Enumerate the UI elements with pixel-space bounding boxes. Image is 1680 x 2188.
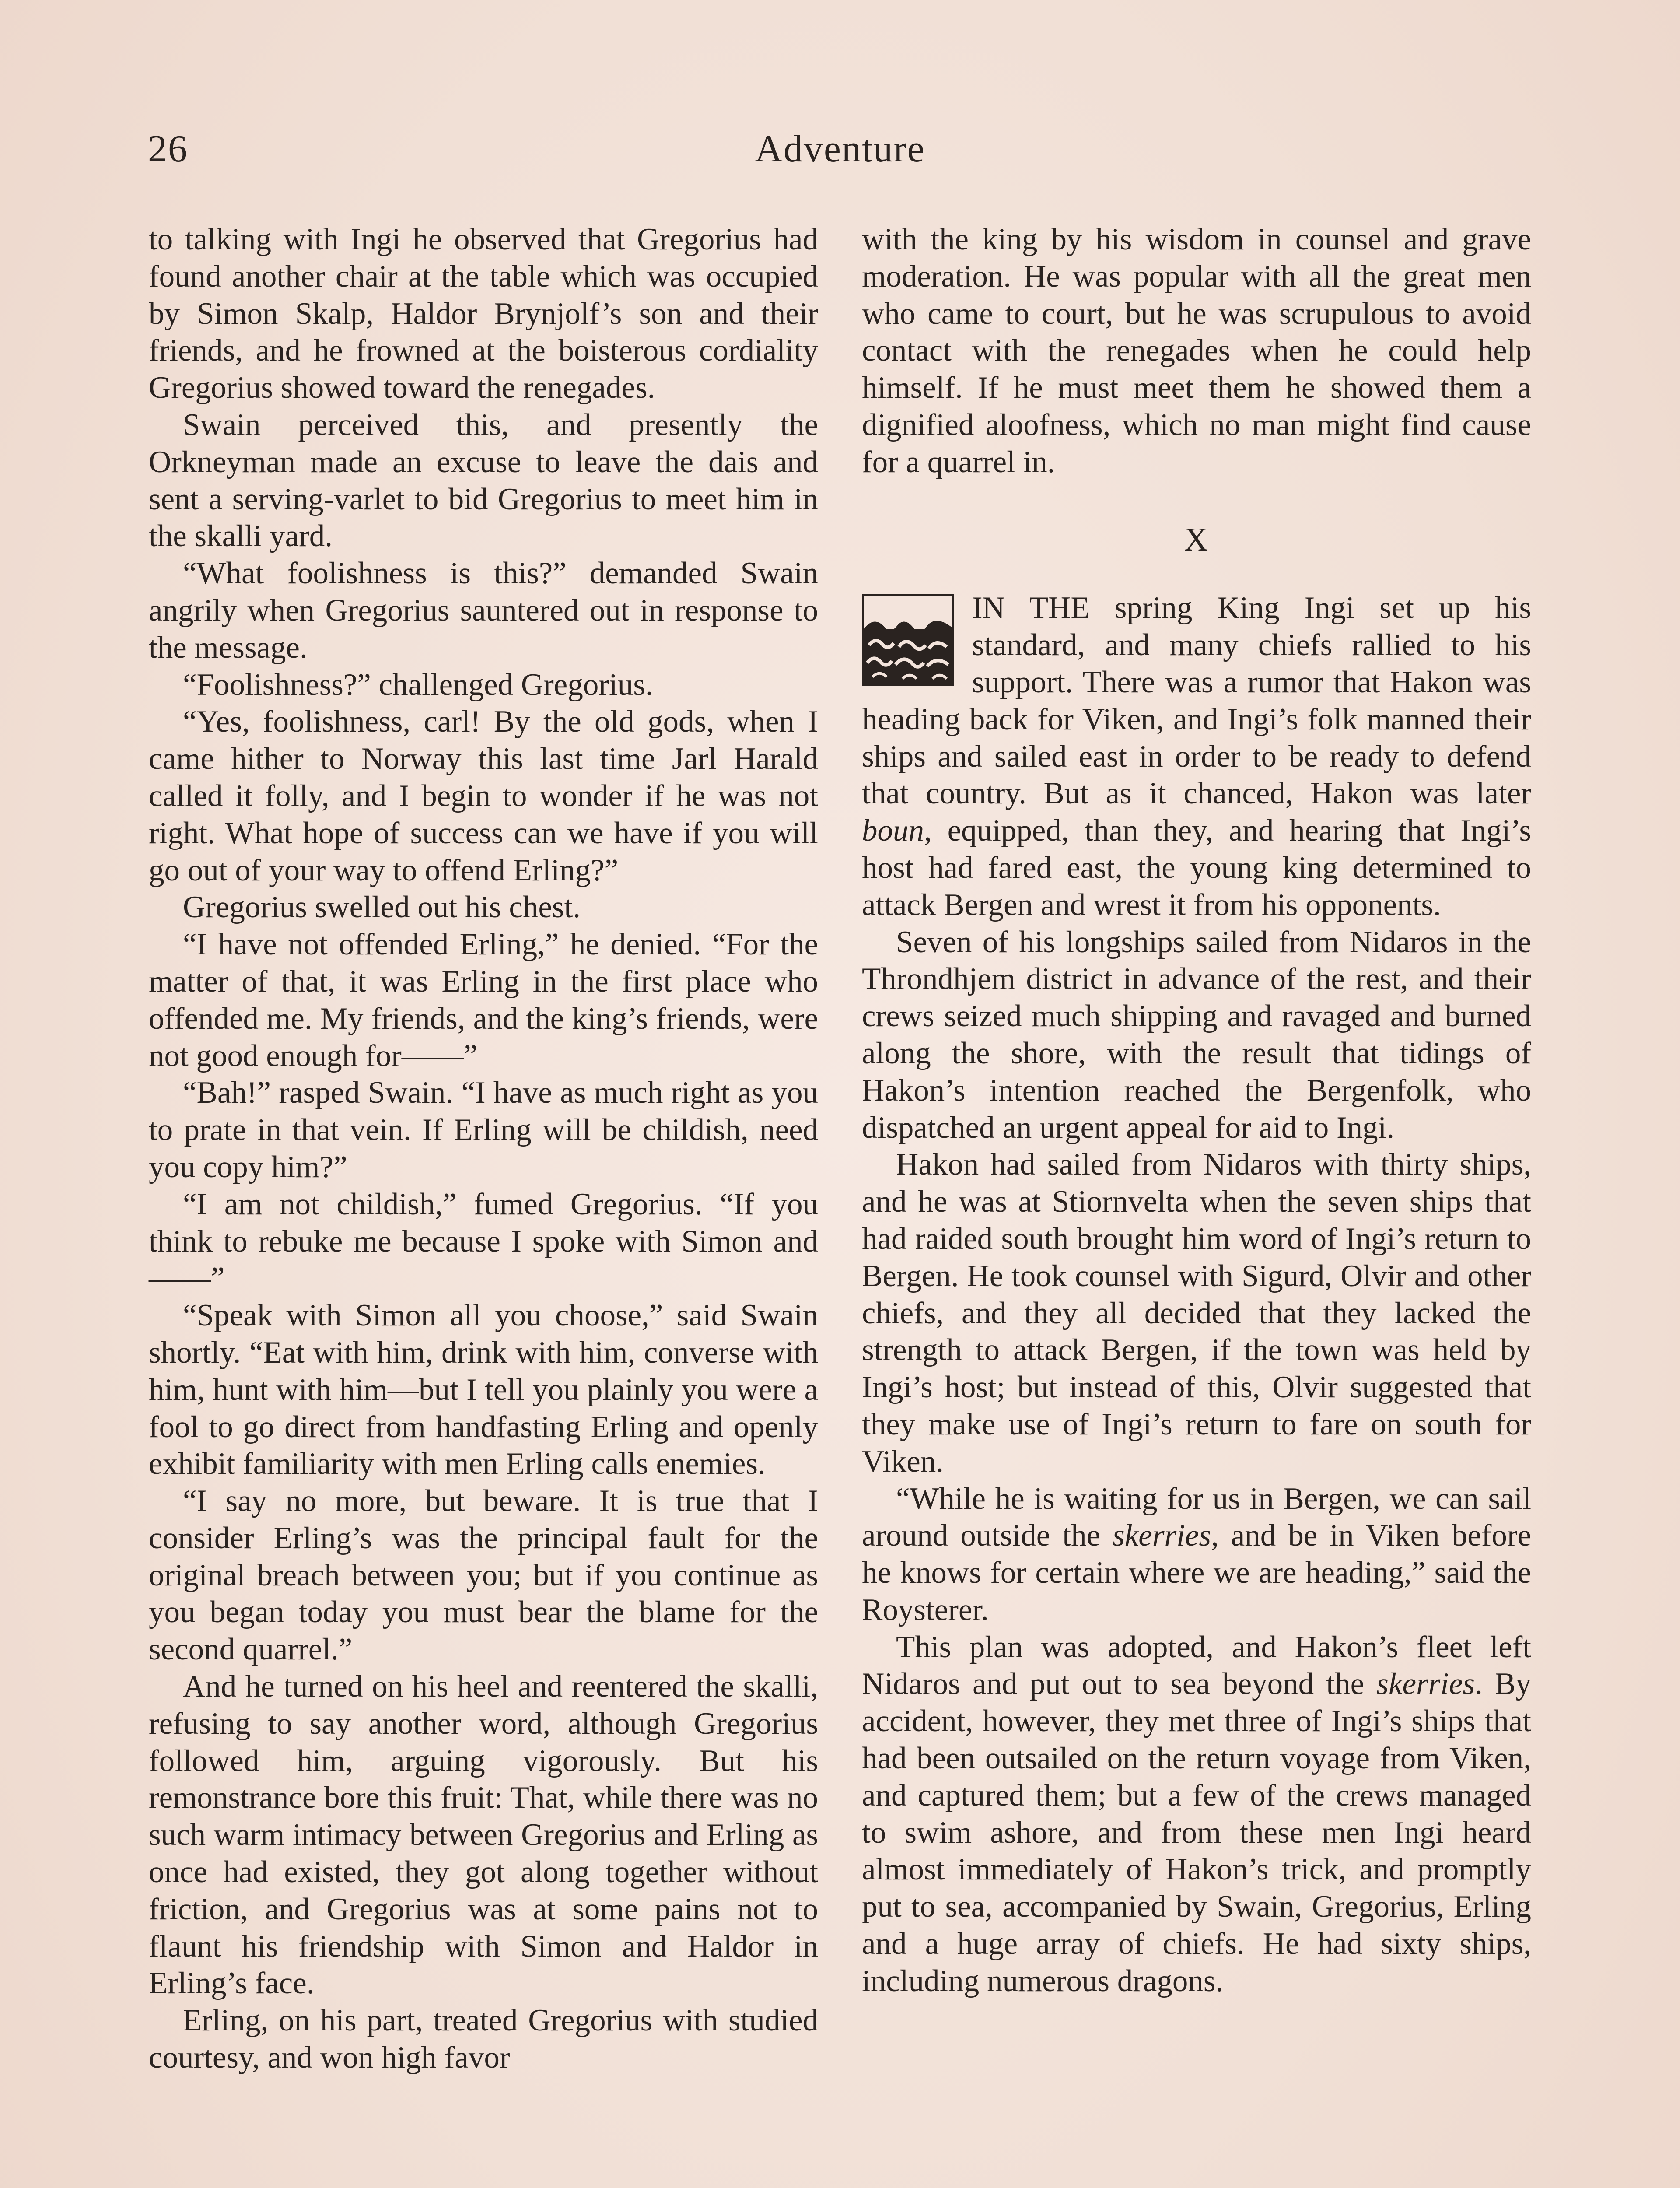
paragraph: Hakon had sailed from Nidaros with thirty ships, and he was at Stiornvelta when the seven ships that had raided south brought him word of Ingi’s return to Bergen. He took counsel with Sigurd, Olvir and other chiefs, and they all decided that they lacked the strength to attack Bergen, if the town was held by Ingi’s host; but instead of this, Olvir suggested that they make use of Ingi’s return to fare on south for Viken.	[862, 1147, 1531, 1479]
paragraph: “Bah!” rasped Swain. “I have as much right as you to prate in that vein. If Erling will be childish, need you copy him?”	[149, 1076, 818, 1184]
paragraph: “I have not offended Erling,” he denied. “For the matter of that, it was Erling in the first place who offended me. My friends, and the king’s friends, were not good enough for——”	[149, 927, 818, 1073]
page-number: 26	[148, 128, 188, 170]
paragraph: “Yes, foolishness, carl! By the old gods, when I came hither to Norway this last time Jarl Harald called it folly, and I begin to wonder if he was not right. What hope of success can we have if you will go out of your way to offend Erling?”	[149, 705, 818, 887]
paragraph: “I say no more, but beware. It is true that I consider Erling’s was the principal fault for the original breach between you; but if you continue as you began today you must bear the blame for the second quarrel.”	[149, 1484, 818, 1667]
paragraph: And he turned on his heel and reentered the skalli, refusing to say another word, although Gregorius followed him, arguing vigorously. But his remonstrance bore this fruit: That, while there was no such warm intimacy between Gregorius and Erling as once had existed, they got along together without friction, and Gregorius was at some pains not to flaunt his friendship with Simon and Haldor in Erling’s face.	[149, 1669, 818, 2001]
page-header	[144, 127, 1536, 184]
right-column	[862, 221, 1531, 2000]
running-title: Adventure	[755, 128, 925, 170]
left-column	[149, 221, 818, 2076]
paragraph: “I am not childish,” fumed Gregorius. “If you think to rebuke me because I spoke with Simon and——”	[149, 1187, 818, 1296]
paragraph: “Speak with Simon all you choose,” said Swain shortly. “Eat with him, drink with him, converse with him, hunt with him—but I tell you plainly you were a fool to go direct from handfasting Erling and openly exhibit familiarity with men Erling calls enemies.	[149, 1298, 818, 1481]
paragraph: Erling, on his part, treated Gregorius with studied courtesy, and won high favor	[149, 2003, 818, 2075]
paragraph: Swain perceived this, and presently the Orkneyman made an excuse to leave the dais and sent a serving-varlet to bid Gregorius to meet him in the skalli yard.	[149, 407, 818, 554]
paragraph-opening: IN THE spring King Ingi set up his standard, and many chiefs rallied to his support. There was a rumor that Hakon was heading back for Viken, and Ingi’s folk manned their ships and sailed east in order to be ready to defend that country. But as it chanced, Hakon was later boun, equipped, than they, and hearing that Ingi’s host had fared east, the young king determined to attack Bergen and wrest it from his opponents.	[862, 591, 1531, 922]
paragraph: with the king by his wisdom in counsel and grave moderation. He was popular with all the great men who came to court, but he was scrupulous to avoid contact with the renegades when he could help himself. If he must meet them he showed them a dignified aloofness, which no man might find cause for a quarrel in.	[862, 222, 1531, 479]
dropcap-ornament	[862, 594, 957, 689]
wave-ornament-icon	[862, 594, 954, 686]
section-number: X	[1184, 521, 1209, 558]
paragraph: to talking with Ingi he observed that Gregorius had found another chair at the table which was occupied by Simon Skalp, Haldor Brynjolf’s son and their friends, and he frowned at the boisterous cordiality Gregorius showed toward the renegades.	[149, 222, 818, 405]
paragraph: This plan was adopted, and Hakon’s fleet left Nidaros and put out to sea beyond the skerries. By accident, however, they met three of Ingi’s ships that had been outsailed on the return voyage from Viken, and captured them; but a few of the crews managed to swim ashore, and from these men Ingi heard almost immediately of Hakon’s trick, and promptly put to sea, accompanied by Swain, Gregorius, Erling and a huge array of chiefs. He had sixty ships, including numerous dragons.	[862, 1630, 1532, 1998]
paragraph: “What foolishness is this?” demanded Swain angrily when Gregorius sauntered out in response to the message.	[149, 556, 818, 665]
paragraph: “While he is waiting for us in Bergen, we can sail around outside the skerries, and be in Viken before he knows for certain where we are heading,” said the Roysterer.	[862, 1481, 1531, 1627]
paragraph: Seven of his longships sailed from Nidaros in the Throndhjem district in advance of the rest, and their crews seized much shipping and ravaged and burned along the shore, with the result that tidings of Hakon’s intention reached the Bergenfolk, who dispatched an urgent appeal for aid to Ingi.	[862, 925, 1531, 1145]
paragraph: Gregorius swelled out his chest.	[183, 890, 581, 925]
paragraph: “Foolishness?” challenged Gregorius.	[183, 667, 653, 702]
